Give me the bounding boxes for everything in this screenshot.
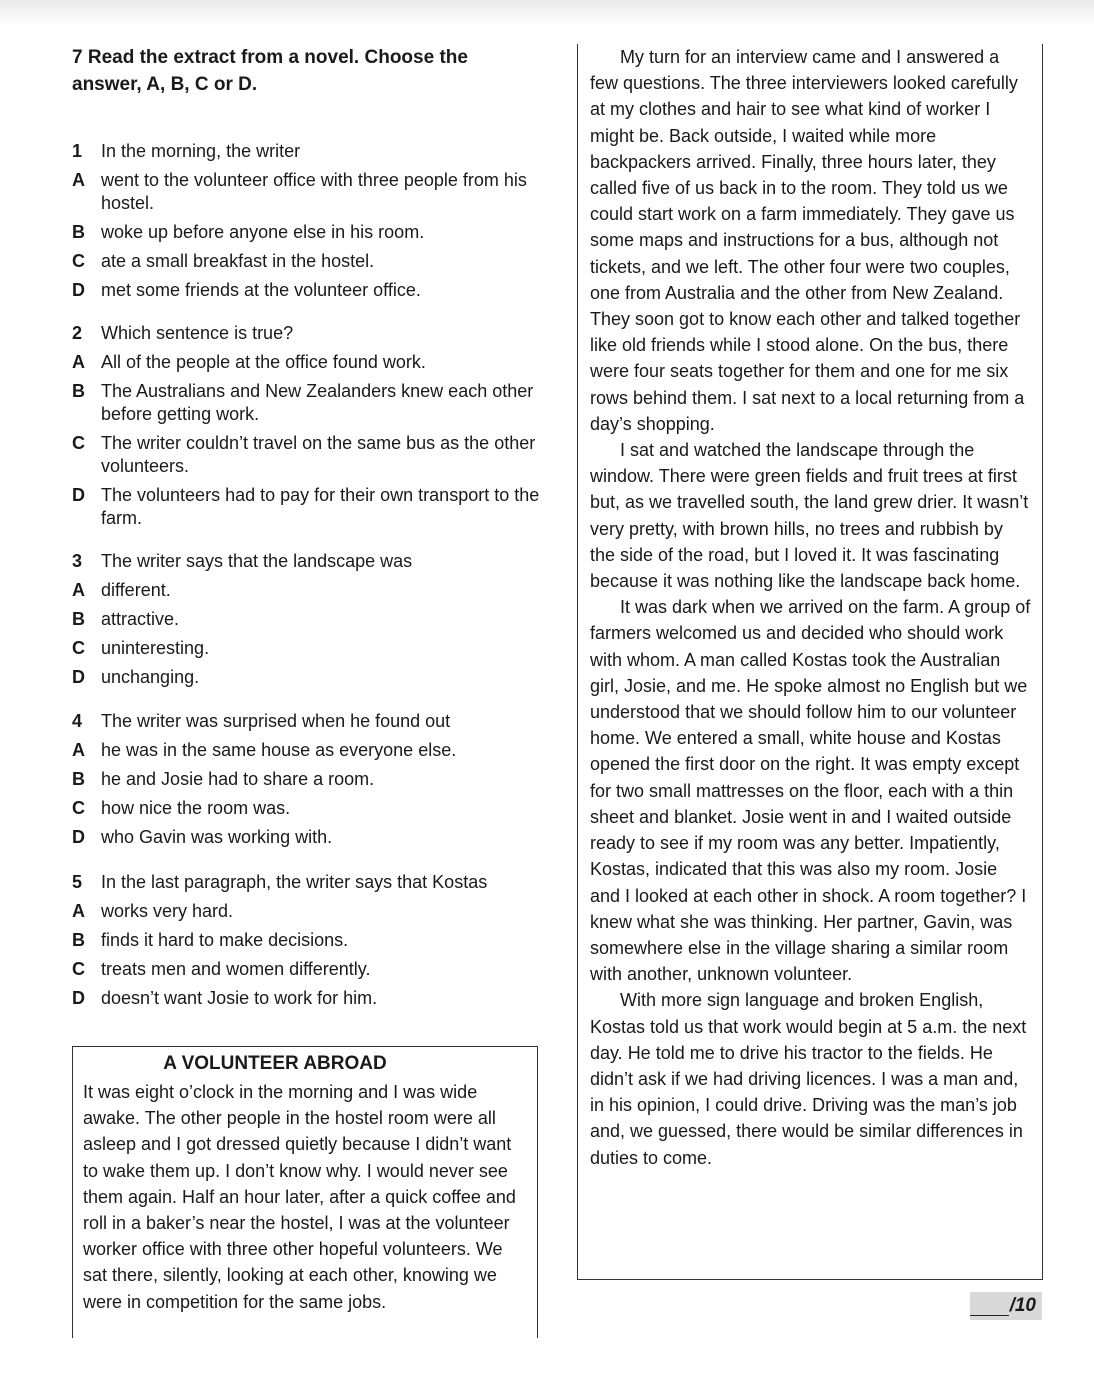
question-text: In the last paragraph, the writer says that Kostas [101, 872, 488, 892]
answer-option-c[interactable] [72, 958, 542, 981]
option-letter: C [72, 798, 85, 818]
option-text: treats men and women differently. [101, 959, 371, 979]
option-letter: A [72, 352, 85, 372]
answer-option-d[interactable] [72, 666, 542, 689]
question-5 [72, 871, 542, 1010]
option-text: ate a small breakfast in the hostel. [101, 251, 375, 271]
answer-option-d[interactable] [72, 826, 542, 849]
option-text: he was in the same house as everyone else. [101, 740, 457, 760]
answer-option-b[interactable] [72, 768, 542, 791]
question-stem [72, 710, 542, 733]
question-number: 5 [72, 872, 83, 892]
answer-option-a[interactable] [72, 169, 542, 215]
option-text: woke up before anyone else in his room. [101, 222, 425, 242]
question-text: Which sentence is true? [101, 323, 294, 343]
option-letter: C [72, 638, 85, 658]
answer-option-a[interactable] [72, 579, 542, 602]
option-text: different. [101, 580, 171, 600]
option-text: went to the volunteer office with three people from his hostel. [101, 170, 527, 213]
option-letter: A [72, 901, 85, 921]
question-number: 3 [72, 551, 83, 571]
story-title: A VOLUNTEER ABROAD [163, 1053, 387, 1074]
questions-column [72, 44, 542, 1010]
question-4 [72, 710, 542, 849]
question-list [72, 140, 542, 1010]
option-text: how nice the room was. [101, 798, 291, 818]
story-paragraph-2: I sat and watched the landscape through the window. There were green fields and fruit trees at first but, as we travelled south, the land grew drier. It wasn’t very pretty, with brown hills, no trees and rubbish by the side of the road, but I loved it. It was fascinating because it was nothing like the landscape back home. [590, 440, 1029, 592]
answer-option-d[interactable] [72, 987, 542, 1010]
option-letter: D [72, 827, 85, 847]
question-number: 1 [72, 141, 83, 161]
score-box[interactable] [970, 1292, 1042, 1320]
option-text: The volunteers had to pay for their own transport to the farm. [101, 485, 540, 528]
option-text: who Gavin was working with. [101, 827, 333, 847]
answer-option-d[interactable] [72, 484, 542, 530]
answer-option-b[interactable] [72, 929, 542, 952]
window-top-bar [0, 0, 1094, 26]
option-text: unchanging. [101, 667, 200, 687]
answer-option-a[interactable] [72, 900, 542, 923]
answer-option-c[interactable] [72, 637, 542, 660]
option-letter: C [72, 959, 85, 979]
option-letter: A [72, 580, 85, 600]
option-letter: D [72, 667, 85, 687]
option-text: The writer couldn’t travel on the same bus as the other volunteers. [101, 433, 536, 476]
story-paragraph-1: My turn for an interview came and I answered a few questions. The three interviewers looked carefully at my clothes and hair to see what kind of worker I might be. Back outside, I waited while more backpackers arrived. Finally, three hours later, they called five of us back in to the room. They told us we could start work on a farm immediately. They gave us some maps and instructions for a bus, although not tickets, and we left. The other four were two couples, one from Australia and the other from New Zealand. They soon got to know each other and talked together like old friends while I stood alone. On the bus, there were four seats together for them and one for me six rows behind them. I sat next to a local returning from a day’s shopping. [590, 47, 1025, 434]
option-text: works very hard. [101, 901, 234, 921]
answer-option-a[interactable] [72, 351, 542, 374]
question-stem [72, 322, 542, 345]
option-text: All of the people at the office found work. [101, 352, 426, 372]
option-text: met some friends at the volunteer office. [101, 280, 421, 300]
answer-option-a[interactable] [72, 739, 542, 762]
answer-option-c[interactable] [72, 432, 542, 478]
task-title: 7 Read the extract from a novel. Choose the answer, A, B, C or D. [72, 47, 468, 95]
option-letter: D [72, 988, 85, 1008]
option-text: attractive. [101, 609, 180, 629]
option-text: doesn’t want Josie to work for him. [101, 988, 378, 1008]
story-continuation-column [577, 44, 1043, 1280]
story-intro-paragraph: It was eight o’clock in the morning and I was wide awake. The other people in the hostel room were all asleep and I got dressed quietly because I didn’t want to wake them up. I don’t know why. I would never see them again. Half an hour later, after a quick coffee and roll in a baker’s near the hostel, I was at the volunteer worker office with three other hopeful volunteers. We sat there, silently, looking at each other, knowing we were in competition for the same jobs. [83, 1082, 516, 1312]
question-text: In the morning, the writer [101, 141, 301, 161]
option-letter: A [72, 740, 85, 760]
option-letter: B [72, 222, 85, 242]
question-stem [72, 871, 542, 894]
question-1 [72, 140, 542, 302]
option-letter: B [72, 930, 85, 950]
answer-option-b[interactable] [72, 380, 542, 426]
score-blank-field[interactable] [970, 1297, 1009, 1316]
option-text: finds it hard to make decisions. [101, 930, 349, 950]
answer-option-d[interactable] [72, 279, 542, 302]
option-letter: D [72, 485, 85, 505]
option-letter: D [72, 280, 85, 300]
question-2 [72, 322, 542, 530]
option-letter: A [72, 170, 85, 190]
option-text: uninteresting. [101, 638, 210, 658]
question-number: 4 [72, 711, 83, 731]
question-3 [72, 550, 542, 689]
score-total: /10 [1009, 1295, 1036, 1316]
question-stem [72, 140, 542, 163]
question-text: The writer was surprised when he found out [101, 711, 451, 731]
option-letter: C [72, 251, 85, 271]
question-text: The writer says that the landscape was [101, 551, 413, 571]
story-paragraph-4: With more sign language and broken English, Kostas told us that work would begin at 5 a.m. the next day. He told me to drive his tractor to the fields. He didn’t ask if we had driving licences. I was a man and, in his opinion, I could drive. Driving was the man’s job and, we guessed, there would be similar differences in duties to come. [590, 990, 1027, 1168]
option-letter: B [72, 381, 85, 401]
question-stem [72, 550, 542, 573]
answer-option-c[interactable] [72, 797, 542, 820]
option-text: The Australians and New Zealanders knew each other before getting work. [101, 381, 534, 424]
option-letter: B [72, 769, 85, 789]
story-intro-box [72, 1046, 538, 1338]
option-letter: B [72, 609, 85, 629]
answer-option-c[interactable] [72, 250, 542, 273]
option-text: he and Josie had to share a room. [101, 769, 375, 789]
option-letter: C [72, 433, 85, 453]
answer-option-b[interactable] [72, 221, 542, 244]
question-number: 2 [72, 323, 83, 343]
answer-option-b[interactable] [72, 608, 542, 631]
story-paragraph-3: It was dark when we arrived on the farm. A group of farmers welcomed us and decided who should work with whom. A man called Kostas took the Australian girl, Josie, and me. He spoke almost no English but we understood that we should follow him to our volunteer home. We entered a small, white house and Kostas opened the first door on the right. It was empty except for two small mattresses on the floor, each with a thin sheet and blanket. Josie went in and I waited outside ready to see if my room was any better. Impatiently, Kostas, indicated that this was also my room. Josie and I looked at each other in shock. A room together? I knew what she was thinking. Her partner, Gavin, was somewhere else in the village sharing a similar room with another, unknown volunteer. [590, 597, 1031, 985]
